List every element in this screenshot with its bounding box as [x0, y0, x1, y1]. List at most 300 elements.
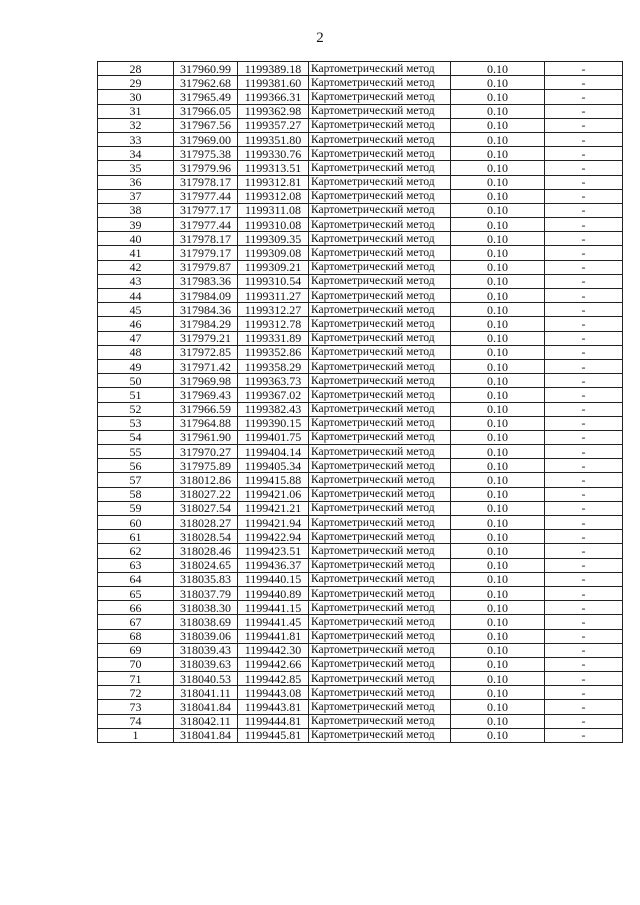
description-cell: -	[545, 672, 623, 686]
point-number-cell: 49	[98, 359, 174, 373]
table-row	[98, 62, 623, 76]
description-cell: -	[545, 331, 623, 345]
point-number-cell: 58	[98, 487, 174, 501]
table-row	[98, 260, 623, 274]
y-coordinate-cell: 1199442.85	[238, 672, 309, 686]
point-number-cell: 36	[98, 175, 174, 189]
table-row	[98, 416, 623, 430]
x-coordinate-cell: 317979.96	[174, 161, 238, 175]
method-cell: Картометрический метод	[309, 700, 451, 714]
point-number-cell: 73	[98, 700, 174, 714]
accuracy-cell: 0.10	[451, 700, 545, 714]
y-coordinate-cell: 1199442.30	[238, 643, 309, 657]
point-number-cell: 39	[98, 218, 174, 232]
table-row	[98, 615, 623, 629]
table-row	[98, 345, 623, 359]
point-number-cell: 57	[98, 473, 174, 487]
table-row	[98, 132, 623, 146]
method-cell: Картометрический метод	[309, 487, 451, 501]
table-row	[98, 90, 623, 104]
point-number-cell: 40	[98, 232, 174, 246]
table-row	[98, 629, 623, 643]
x-coordinate-cell: 318028.54	[174, 530, 238, 544]
x-coordinate-cell: 318038.30	[174, 601, 238, 615]
method-cell: Картометрический метод	[309, 473, 451, 487]
x-coordinate-cell: 317984.36	[174, 303, 238, 317]
y-coordinate-cell: 1199367.02	[238, 388, 309, 402]
point-number-cell: 32	[98, 118, 174, 132]
x-coordinate-cell: 318041.11	[174, 686, 238, 700]
description-cell: -	[545, 161, 623, 175]
description-cell: -	[545, 189, 623, 203]
accuracy-cell: 0.10	[451, 558, 545, 572]
x-coordinate-cell: 318027.22	[174, 487, 238, 501]
accuracy-cell: 0.10	[451, 530, 545, 544]
y-coordinate-cell: 1199389.18	[238, 62, 309, 76]
table-row	[98, 657, 623, 671]
description-cell: -	[545, 175, 623, 189]
table-row	[98, 289, 623, 303]
point-number-cell: 34	[98, 147, 174, 161]
y-coordinate-cell: 1199440.89	[238, 586, 309, 600]
accuracy-cell: 0.10	[451, 90, 545, 104]
method-cell: Картометрический метод	[309, 147, 451, 161]
method-cell: Картометрический метод	[309, 175, 451, 189]
page-number: 2	[316, 30, 324, 46]
point-number-cell: 44	[98, 289, 174, 303]
description-cell: -	[545, 132, 623, 146]
point-number-cell: 42	[98, 260, 174, 274]
x-coordinate-cell: 317966.05	[174, 104, 238, 118]
y-coordinate-cell: 1199443.81	[238, 700, 309, 714]
point-number-cell: 48	[98, 345, 174, 359]
method-cell: Картометрический метод	[309, 388, 451, 402]
y-coordinate-cell: 1199309.21	[238, 260, 309, 274]
accuracy-cell: 0.10	[451, 601, 545, 615]
method-cell: Картометрический метод	[309, 728, 451, 742]
point-number-cell: 62	[98, 544, 174, 558]
table-row	[98, 530, 623, 544]
x-coordinate-cell: 317965.49	[174, 90, 238, 104]
accuracy-cell: 0.10	[451, 586, 545, 600]
description-cell: -	[545, 586, 623, 600]
x-coordinate-cell: 317961.90	[174, 430, 238, 444]
method-cell: Картометрический метод	[309, 303, 451, 317]
x-coordinate-cell: 318035.83	[174, 572, 238, 586]
table-row	[98, 359, 623, 373]
x-coordinate-cell: 318012.86	[174, 473, 238, 487]
x-coordinate-cell: 317969.98	[174, 374, 238, 388]
x-coordinate-cell: 317972.85	[174, 345, 238, 359]
x-coordinate-cell: 318037.79	[174, 586, 238, 600]
method-cell: Картометрический метод	[309, 572, 451, 586]
point-number-cell: 50	[98, 374, 174, 388]
method-cell: Картометрический метод	[309, 331, 451, 345]
coordinates-table-body	[98, 62, 623, 743]
point-number-cell: 47	[98, 331, 174, 345]
x-coordinate-cell: 317984.29	[174, 317, 238, 331]
table-row	[98, 118, 623, 132]
y-coordinate-cell: 1199445.81	[238, 728, 309, 742]
y-coordinate-cell: 1199436.37	[238, 558, 309, 572]
method-cell: Картометрический метод	[309, 643, 451, 657]
accuracy-cell: 0.10	[451, 359, 545, 373]
y-coordinate-cell: 1199312.78	[238, 317, 309, 331]
table-row	[98, 501, 623, 515]
accuracy-cell: 0.10	[451, 473, 545, 487]
accuracy-cell: 0.10	[451, 728, 545, 742]
table-row	[98, 246, 623, 260]
x-coordinate-cell: 317962.68	[174, 76, 238, 90]
y-coordinate-cell: 1199421.94	[238, 516, 309, 530]
x-coordinate-cell: 317969.00	[174, 132, 238, 146]
y-coordinate-cell: 1199331.89	[238, 331, 309, 345]
y-coordinate-cell: 1199421.06	[238, 487, 309, 501]
y-coordinate-cell: 1199381.60	[238, 76, 309, 90]
table-row	[98, 331, 623, 345]
y-coordinate-cell: 1199309.08	[238, 246, 309, 260]
description-cell: -	[545, 700, 623, 714]
description-cell: -	[545, 303, 623, 317]
y-coordinate-cell: 1199405.34	[238, 459, 309, 473]
x-coordinate-cell: 317984.09	[174, 289, 238, 303]
x-coordinate-cell: 317977.44	[174, 218, 238, 232]
table-row	[98, 147, 623, 161]
method-cell: Картометрический метод	[309, 345, 451, 359]
accuracy-cell: 0.10	[451, 629, 545, 643]
y-coordinate-cell: 1199352.86	[238, 345, 309, 359]
point-number-cell: 31	[98, 104, 174, 118]
y-coordinate-cell: 1199444.81	[238, 714, 309, 728]
method-cell: Картометрический метод	[309, 161, 451, 175]
coordinates-table	[97, 61, 623, 743]
method-cell: Картометрический метод	[309, 118, 451, 132]
point-number-cell: 55	[98, 445, 174, 459]
point-number-cell: 35	[98, 161, 174, 175]
description-cell: -	[545, 274, 623, 288]
x-coordinate-cell: 318027.54	[174, 501, 238, 515]
point-number-cell: 69	[98, 643, 174, 657]
method-cell: Картометрический метод	[309, 359, 451, 373]
accuracy-cell: 0.10	[451, 572, 545, 586]
y-coordinate-cell: 1199312.27	[238, 303, 309, 317]
table-row	[98, 232, 623, 246]
accuracy-cell: 0.10	[451, 331, 545, 345]
y-coordinate-cell: 1199404.14	[238, 445, 309, 459]
point-number-cell: 43	[98, 274, 174, 288]
point-number-cell: 38	[98, 203, 174, 217]
point-number-cell: 61	[98, 530, 174, 544]
y-coordinate-cell: 1199311.08	[238, 203, 309, 217]
y-coordinate-cell: 1199441.15	[238, 601, 309, 615]
description-cell: -	[545, 728, 623, 742]
y-coordinate-cell: 1199311.27	[238, 289, 309, 303]
description-cell: -	[545, 530, 623, 544]
method-cell: Картометрический метод	[309, 203, 451, 217]
table-row	[98, 218, 623, 232]
table-row	[98, 473, 623, 487]
accuracy-cell: 0.10	[451, 118, 545, 132]
description-cell: -	[545, 388, 623, 402]
method-cell: Картометрический метод	[309, 232, 451, 246]
description-cell: -	[545, 218, 623, 232]
x-coordinate-cell: 317970.27	[174, 445, 238, 459]
method-cell: Картометрический метод	[309, 501, 451, 515]
x-coordinate-cell: 318039.06	[174, 629, 238, 643]
accuracy-cell: 0.10	[451, 260, 545, 274]
table-row	[98, 558, 623, 572]
description-cell: -	[545, 289, 623, 303]
description-cell: -	[545, 62, 623, 76]
x-coordinate-cell: 317969.43	[174, 388, 238, 402]
y-coordinate-cell: 1199440.15	[238, 572, 309, 586]
accuracy-cell: 0.10	[451, 132, 545, 146]
accuracy-cell: 0.10	[451, 203, 545, 217]
x-coordinate-cell: 317978.17	[174, 175, 238, 189]
y-coordinate-cell: 1199312.81	[238, 175, 309, 189]
description-cell: -	[545, 232, 623, 246]
y-coordinate-cell: 1199401.75	[238, 430, 309, 444]
method-cell: Картометрический метод	[309, 90, 451, 104]
y-coordinate-cell: 1199312.08	[238, 189, 309, 203]
accuracy-cell: 0.10	[451, 487, 545, 501]
method-cell: Картометрический метод	[309, 402, 451, 416]
table-row	[98, 714, 623, 728]
accuracy-cell: 0.10	[451, 104, 545, 118]
point-number-cell: 29	[98, 76, 174, 90]
table-row	[98, 572, 623, 586]
description-cell: -	[545, 118, 623, 132]
x-coordinate-cell: 317979.21	[174, 331, 238, 345]
point-number-cell: 53	[98, 416, 174, 430]
x-coordinate-cell: 318041.84	[174, 700, 238, 714]
y-coordinate-cell: 1199351.80	[238, 132, 309, 146]
table-row	[98, 586, 623, 600]
description-cell: -	[545, 104, 623, 118]
table-row	[98, 516, 623, 530]
x-coordinate-cell: 317979.17	[174, 246, 238, 260]
description-cell: -	[545, 317, 623, 331]
point-number-cell: 66	[98, 601, 174, 615]
description-cell: -	[545, 416, 623, 430]
x-coordinate-cell: 317977.44	[174, 189, 238, 203]
accuracy-cell: 0.10	[451, 459, 545, 473]
method-cell: Картометрический метод	[309, 516, 451, 530]
accuracy-cell: 0.10	[451, 274, 545, 288]
x-coordinate-cell: 318028.46	[174, 544, 238, 558]
description-cell: -	[545, 473, 623, 487]
point-number-cell: 64	[98, 572, 174, 586]
accuracy-cell: 0.10	[451, 657, 545, 671]
point-number-cell: 59	[98, 501, 174, 515]
accuracy-cell: 0.10	[451, 516, 545, 530]
description-cell: -	[545, 487, 623, 501]
y-coordinate-cell: 1199390.15	[238, 416, 309, 430]
method-cell: Картометрический метод	[309, 289, 451, 303]
point-number-cell: 60	[98, 516, 174, 530]
table-row	[98, 601, 623, 615]
point-number-cell: 1	[98, 728, 174, 742]
point-number-cell: 70	[98, 657, 174, 671]
y-coordinate-cell: 1199363.73	[238, 374, 309, 388]
accuracy-cell: 0.10	[451, 232, 545, 246]
y-coordinate-cell: 1199421.21	[238, 501, 309, 515]
method-cell: Картометрический метод	[309, 672, 451, 686]
point-number-cell: 56	[98, 459, 174, 473]
x-coordinate-cell: 317966.59	[174, 402, 238, 416]
point-number-cell: 28	[98, 62, 174, 76]
y-coordinate-cell: 1199442.66	[238, 657, 309, 671]
x-coordinate-cell: 318041.84	[174, 728, 238, 742]
method-cell: Картометрический метод	[309, 374, 451, 388]
y-coordinate-cell: 1199310.08	[238, 218, 309, 232]
description-cell: -	[545, 615, 623, 629]
description-cell: -	[545, 345, 623, 359]
y-coordinate-cell: 1199441.45	[238, 615, 309, 629]
method-cell: Картометрический метод	[309, 686, 451, 700]
description-cell: -	[545, 601, 623, 615]
table-row	[98, 374, 623, 388]
x-coordinate-cell: 318040.53	[174, 672, 238, 686]
method-cell: Картометрический метод	[309, 62, 451, 76]
description-cell: -	[545, 203, 623, 217]
accuracy-cell: 0.10	[451, 388, 545, 402]
y-coordinate-cell: 1199310.54	[238, 274, 309, 288]
description-cell: -	[545, 501, 623, 515]
table-row	[98, 274, 623, 288]
description-cell: -	[545, 714, 623, 728]
y-coordinate-cell: 1199357.27	[238, 118, 309, 132]
y-coordinate-cell: 1199441.81	[238, 629, 309, 643]
accuracy-cell: 0.10	[451, 402, 545, 416]
accuracy-cell: 0.10	[451, 501, 545, 515]
description-cell: -	[545, 246, 623, 260]
point-number-cell: 41	[98, 246, 174, 260]
x-coordinate-cell: 317971.42	[174, 359, 238, 373]
y-coordinate-cell: 1199313.51	[238, 161, 309, 175]
accuracy-cell: 0.10	[451, 615, 545, 629]
x-coordinate-cell: 317977.17	[174, 203, 238, 217]
accuracy-cell: 0.10	[451, 672, 545, 686]
method-cell: Картометрический метод	[309, 629, 451, 643]
description-cell: -	[545, 445, 623, 459]
method-cell: Картометрический метод	[309, 445, 451, 459]
y-coordinate-cell: 1199443.08	[238, 686, 309, 700]
accuracy-cell: 0.10	[451, 544, 545, 558]
point-number-cell: 30	[98, 90, 174, 104]
x-coordinate-cell: 318038.69	[174, 615, 238, 629]
table-row	[98, 104, 623, 118]
point-number-cell: 51	[98, 388, 174, 402]
accuracy-cell: 0.10	[451, 246, 545, 260]
table-row	[98, 402, 623, 416]
x-coordinate-cell: 317967.56	[174, 118, 238, 132]
description-cell: -	[545, 558, 623, 572]
point-number-cell: 71	[98, 672, 174, 686]
y-coordinate-cell: 1199358.29	[238, 359, 309, 373]
accuracy-cell: 0.10	[451, 686, 545, 700]
table-row	[98, 459, 623, 473]
table-row	[98, 161, 623, 175]
accuracy-cell: 0.10	[451, 218, 545, 232]
table-row	[98, 544, 623, 558]
method-cell: Картометрический метод	[309, 260, 451, 274]
accuracy-cell: 0.10	[451, 189, 545, 203]
description-cell: -	[545, 402, 623, 416]
description-cell: -	[545, 147, 623, 161]
y-coordinate-cell: 1199362.98	[238, 104, 309, 118]
method-cell: Картометрический метод	[309, 104, 451, 118]
accuracy-cell: 0.10	[451, 303, 545, 317]
method-cell: Картометрический метод	[309, 246, 451, 260]
description-cell: -	[545, 544, 623, 558]
y-coordinate-cell: 1199309.35	[238, 232, 309, 246]
table-row	[98, 672, 623, 686]
table-row	[98, 686, 623, 700]
method-cell: Картометрический метод	[309, 274, 451, 288]
x-coordinate-cell: 317983.36	[174, 274, 238, 288]
table-row	[98, 388, 623, 402]
x-coordinate-cell: 318028.27	[174, 516, 238, 530]
x-coordinate-cell: 317979.87	[174, 260, 238, 274]
y-coordinate-cell: 1199423.51	[238, 544, 309, 558]
x-coordinate-cell: 318042.11	[174, 714, 238, 728]
method-cell: Картометрический метод	[309, 76, 451, 90]
x-coordinate-cell: 318039.43	[174, 643, 238, 657]
description-cell: -	[545, 359, 623, 373]
accuracy-cell: 0.10	[451, 643, 545, 657]
x-coordinate-cell: 318024.65	[174, 558, 238, 572]
table-row	[98, 643, 623, 657]
accuracy-cell: 0.10	[451, 175, 545, 189]
point-number-cell: 68	[98, 629, 174, 643]
x-coordinate-cell: 317978.17	[174, 232, 238, 246]
method-cell: Картометрический метод	[309, 530, 451, 544]
table-row	[98, 203, 623, 217]
x-coordinate-cell: 317975.38	[174, 147, 238, 161]
description-cell: -	[545, 686, 623, 700]
y-coordinate-cell: 1199415.88	[238, 473, 309, 487]
method-cell: Картометрический метод	[309, 714, 451, 728]
description-cell: -	[545, 629, 623, 643]
method-cell: Картометрический метод	[309, 416, 451, 430]
table-row	[98, 728, 623, 742]
accuracy-cell: 0.10	[451, 345, 545, 359]
point-number-cell: 33	[98, 132, 174, 146]
accuracy-cell: 0.10	[451, 289, 545, 303]
accuracy-cell: 0.10	[451, 62, 545, 76]
method-cell: Картометрический метод	[309, 317, 451, 331]
table-row	[98, 76, 623, 90]
method-cell: Картометрический метод	[309, 459, 451, 473]
method-cell: Картометрический метод	[309, 430, 451, 444]
description-cell: -	[545, 459, 623, 473]
point-number-cell: 46	[98, 317, 174, 331]
point-number-cell: 63	[98, 558, 174, 572]
point-number-cell: 37	[98, 189, 174, 203]
method-cell: Картометрический метод	[309, 601, 451, 615]
description-cell: -	[545, 260, 623, 274]
table-row	[98, 303, 623, 317]
point-number-cell: 54	[98, 430, 174, 444]
point-number-cell: 65	[98, 586, 174, 600]
accuracy-cell: 0.10	[451, 147, 545, 161]
accuracy-cell: 0.10	[451, 714, 545, 728]
description-cell: -	[545, 643, 623, 657]
y-coordinate-cell: 1199330.76	[238, 147, 309, 161]
description-cell: -	[545, 90, 623, 104]
accuracy-cell: 0.10	[451, 430, 545, 444]
